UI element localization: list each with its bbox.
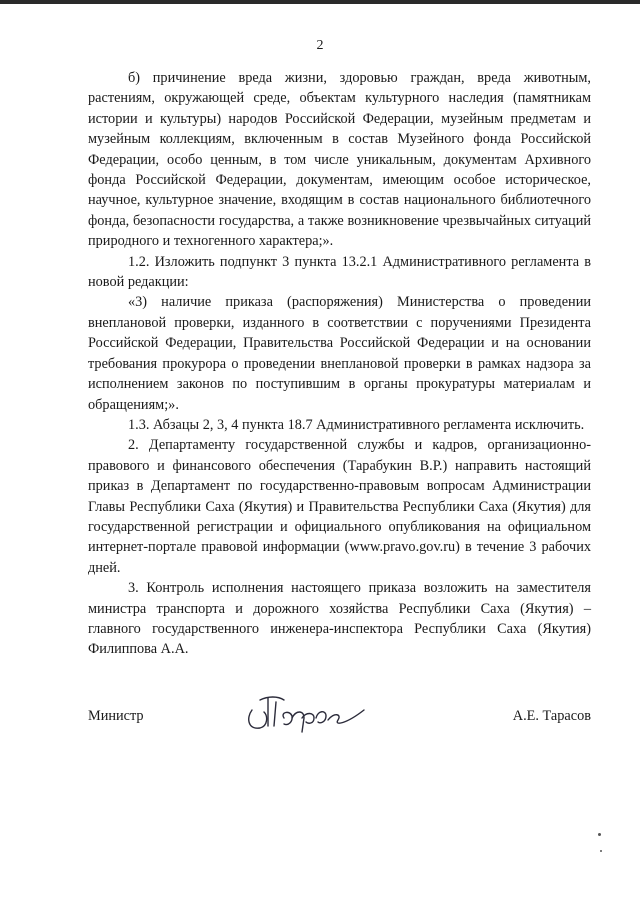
paragraph-2: 2. Департаменту государственной службы и кадров, организационно- правового и финансового обеспечения (Тарабукин В.Р.) направить настоящий приказ в Департамент по государственно-правовым вопросам Администрации Главы Республики Саха (Якутия) и Правительства Республики Саха (Якутия) для государственной регистрации и официального опубликования на официальном интернет-портале правовой информации (www.pravo.gov.ru) в течение 3 рабочих дней. <box>88 437 591 576</box>
signature-block <box>88 688 591 744</box>
paragraph-1-3: 1.3. Абзацы 2, 3, 4 пункта 18.7 Административного регламента исключить. <box>128 416 585 433</box>
paragraph-3: 3. Контроль исполнения настоящего приказа возложить на заместителя министра транспорта и дорожного хозяйства Республики Саха (Якутия) – главного государственного инженера-инспектора Республики Саха (Якутия) Филиппова А.А. <box>88 580 591 658</box>
top-rule <box>0 0 640 4</box>
paragraph-damage-list: б) причинение вреда жизни, здоровью граждан, вреда животным, растениям, окружающей среде, объектам культурного наследия (памятникам истории и культуры) народов Российской Федерации, музейным предметам и музейным коллекциям, включенным в состав Музейного фонда Российской Федерации, особо ценным, в том числе уникальным, документам Архивного фонда Российской Федерации, документам, имеющим особое историческое, научное, культурное значение, входящим в состав национального библиотечного фонда, безопасности государства, а также возникновение чрезвычайных ситуаций природного и техногенного характера;». <box>88 70 591 250</box>
signatory-name: А.Е. Тарасов <box>512 708 591 724</box>
paragraph-1-2-quote: «3) наличие приказа (распоряжения) Министерства о проведении внеплановой проверки, изданного в соответствии с поручениями Президента Российской Федерации, Правительства Российской Федерации и на основании требования прокурора о проведении внеплановой проверки в рамках надзора за исполнением законов по поступившим в органы прокуратуры материалам и обращениям;». <box>88 294 591 413</box>
paragraph-1-2: 1.2. Изложить подпункт 3 пункта 13.2.1 Административного регламента в новой редакции: <box>88 253 591 291</box>
document-body <box>88 68 591 660</box>
page-number: 2 <box>316 38 324 53</box>
signatory-title: Министр <box>88 708 144 724</box>
scan-speck <box>598 833 601 836</box>
handwritten-signature <box>238 688 368 738</box>
scan-speck <box>600 850 602 852</box>
